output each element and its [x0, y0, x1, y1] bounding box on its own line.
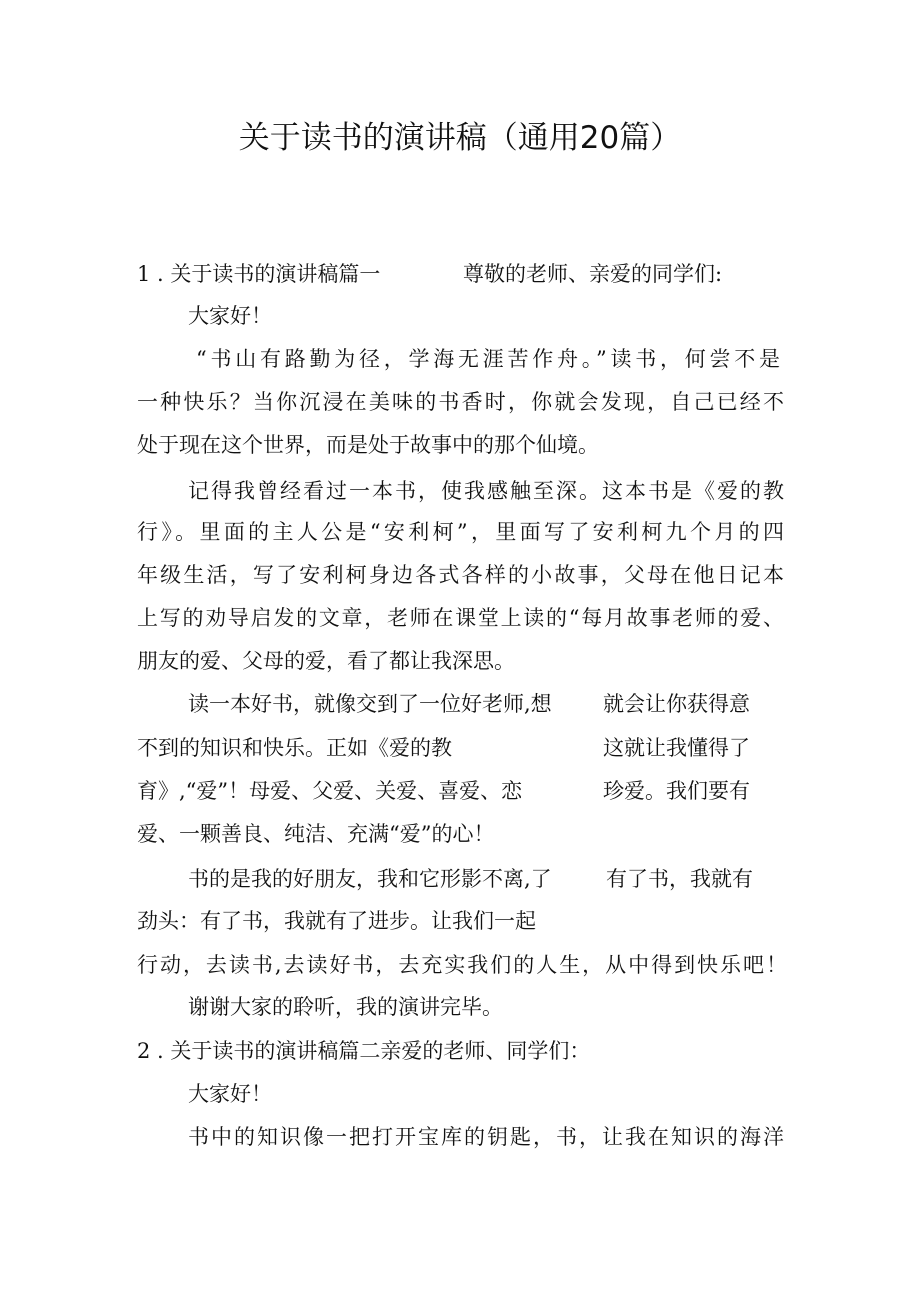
column-right-line: 有了书，我就有	[606, 867, 753, 891]
paragraph-line: 书中的知识像一把打开宝库的钥匙，书，让我在知识的海洋	[188, 1125, 784, 1149]
paragraph-line: 上写的劝导启发的文章，老师在课堂上读的“每月故事老师的爱、	[137, 606, 784, 630]
section-1-heading: 1 . 关于读书的演讲稿篇一	[137, 262, 381, 286]
paragraph-line: 年级生活，写了安利柯身边各式各样的小故事，父母在他日记本	[137, 563, 784, 587]
greeting-2: 大家好！	[188, 1082, 272, 1106]
column-left-line: 育》,“爱”！母爱、父爱、关爱、喜爱、恋	[137, 779, 523, 803]
column-right-line: 就会让你获得意	[603, 692, 750, 716]
column-left-line: 书的是我的好朋友，我和它形影不离,了	[188, 867, 552, 891]
paragraph-line: 行》。里面的主人公是“安利柯”，里面写了安利柯九个月的四	[137, 520, 784, 544]
paragraph-line: 一种快乐？当你沉浸在美味的书香时，你就会发现，自己已经不	[137, 390, 784, 414]
closing-line: 谢谢大家的聆听，我的演讲完毕。	[188, 995, 503, 1019]
column-left-line: 读一本好书，就像交到了一位好老师,想	[188, 692, 552, 716]
paragraph-line: 处于现在这个世界，而是处于故事中的那个仙境。	[137, 433, 599, 457]
paragraph-line: 行动，去读书,去读好书，去充实我们的人生，从中得到快乐吧！	[137, 953, 787, 977]
paragraph-line: “书山有路勤为径，学海无涯苦作舟。”读书，何尝不是	[196, 347, 780, 371]
greeting-1: 大家好！	[188, 304, 272, 328]
paragraph-line: 劲头：有了书，我就有了进步。让我们一起	[137, 909, 536, 933]
column-left-line: 不到的知识和快乐。正如《爱的教	[137, 736, 452, 760]
section-2-heading: 2 . 关于读书的演讲稿篇二亲爱的老师、同学们：	[137, 1039, 591, 1063]
column-right-line: 这就让我懂得了	[603, 736, 750, 760]
column-right-line: 珍爱。我们要有	[603, 779, 750, 803]
salutation-1: 尊敬的老师、亲爱的同学们:	[463, 262, 723, 286]
paragraph-line: 记得我曾经看过一本书，使我感触至深。这本书是《爱的教	[188, 479, 784, 503]
paragraph-line: 朋友的爱、父母的爱，看了都让我深思。	[137, 649, 515, 673]
paragraph-line: 爱、一颗善良、纯洁、充满“爱”的心！	[137, 822, 495, 846]
document-title: 关于读书的演讲稿（通用20篇）	[238, 120, 682, 156]
